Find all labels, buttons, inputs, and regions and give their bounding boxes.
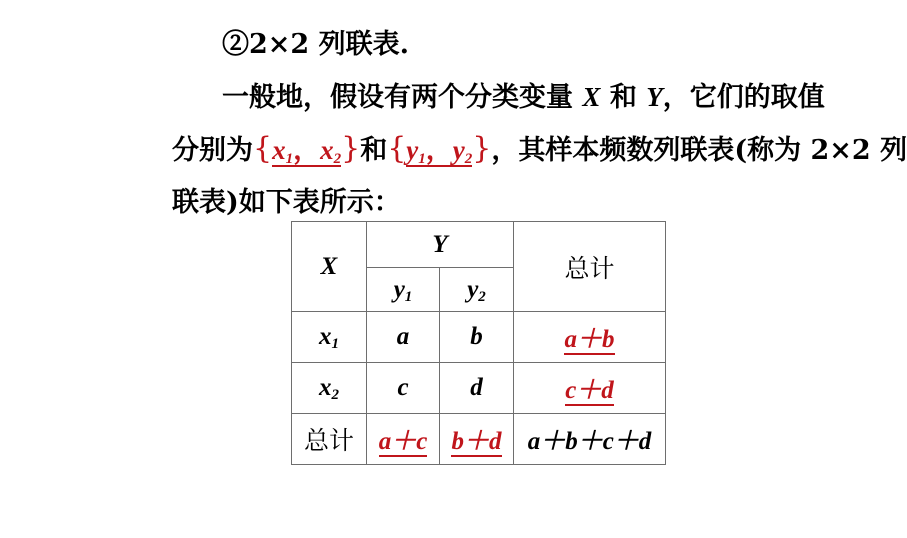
- variable-y: Y: [646, 82, 663, 112]
- text: 一般地，假设有两个分类变量: [222, 82, 573, 113]
- cell-row2-total: [514, 363, 666, 414]
- cell-col2-total: [440, 414, 514, 465]
- row-label-x1: $x_1$: [292, 312, 367, 363]
- variable-x: X: [582, 82, 601, 112]
- text: 和: [360, 135, 388, 166]
- text: ，它们的取值: [662, 82, 825, 113]
- cell-row1-total: [514, 312, 666, 363]
- row-label-total: 总计: [292, 414, 367, 465]
- text: 分别为: [172, 135, 253, 166]
- header-y1: $y_1$: [367, 268, 440, 312]
- left-brace-icon: {: [387, 131, 407, 166]
- section-heading: ②2×2 列联表.: [222, 29, 409, 60]
- answer-a-plus-b: a＋b: [564, 326, 615, 353]
- answer-c-plus-d: c＋d: [565, 377, 614, 404]
- row-label-x2: $x_2$: [292, 363, 367, 414]
- text: 和: [609, 82, 637, 113]
- cell-a: a: [367, 312, 440, 363]
- contingency-table: [291, 221, 666, 465]
- cell-b: b: [440, 312, 514, 363]
- header-y: Y: [367, 222, 514, 268]
- left-brace-icon: {: [253, 131, 273, 166]
- cell-grand-total: a＋b＋c＋d: [514, 414, 666, 465]
- answer-y-values: $y_1$，$y_2$: [406, 135, 473, 167]
- text: ，其样本频数列联表(称为 2×2 列: [491, 135, 907, 166]
- cell-d: d: [440, 363, 514, 414]
- paragraph-line-1: [222, 80, 825, 115]
- answer-b-plus-d: b＋d: [451, 428, 502, 455]
- cell-c: c: [367, 363, 440, 414]
- right-brace-icon: }: [341, 131, 361, 166]
- paragraph-line-3: [172, 186, 401, 220]
- header-y2: $y_2$: [440, 268, 514, 312]
- paragraph-line-2: [172, 133, 907, 172]
- answer-a-plus-c: a＋c: [378, 428, 428, 455]
- header-total: 总计: [514, 222, 666, 312]
- header-x: X: [292, 222, 367, 312]
- right-brace-icon: }: [472, 131, 492, 166]
- cell-col1-total: [367, 414, 440, 465]
- text: 联表)如下表所示：: [172, 187, 401, 218]
- answer-x-values: $x_1$，$x_2$: [272, 135, 342, 167]
